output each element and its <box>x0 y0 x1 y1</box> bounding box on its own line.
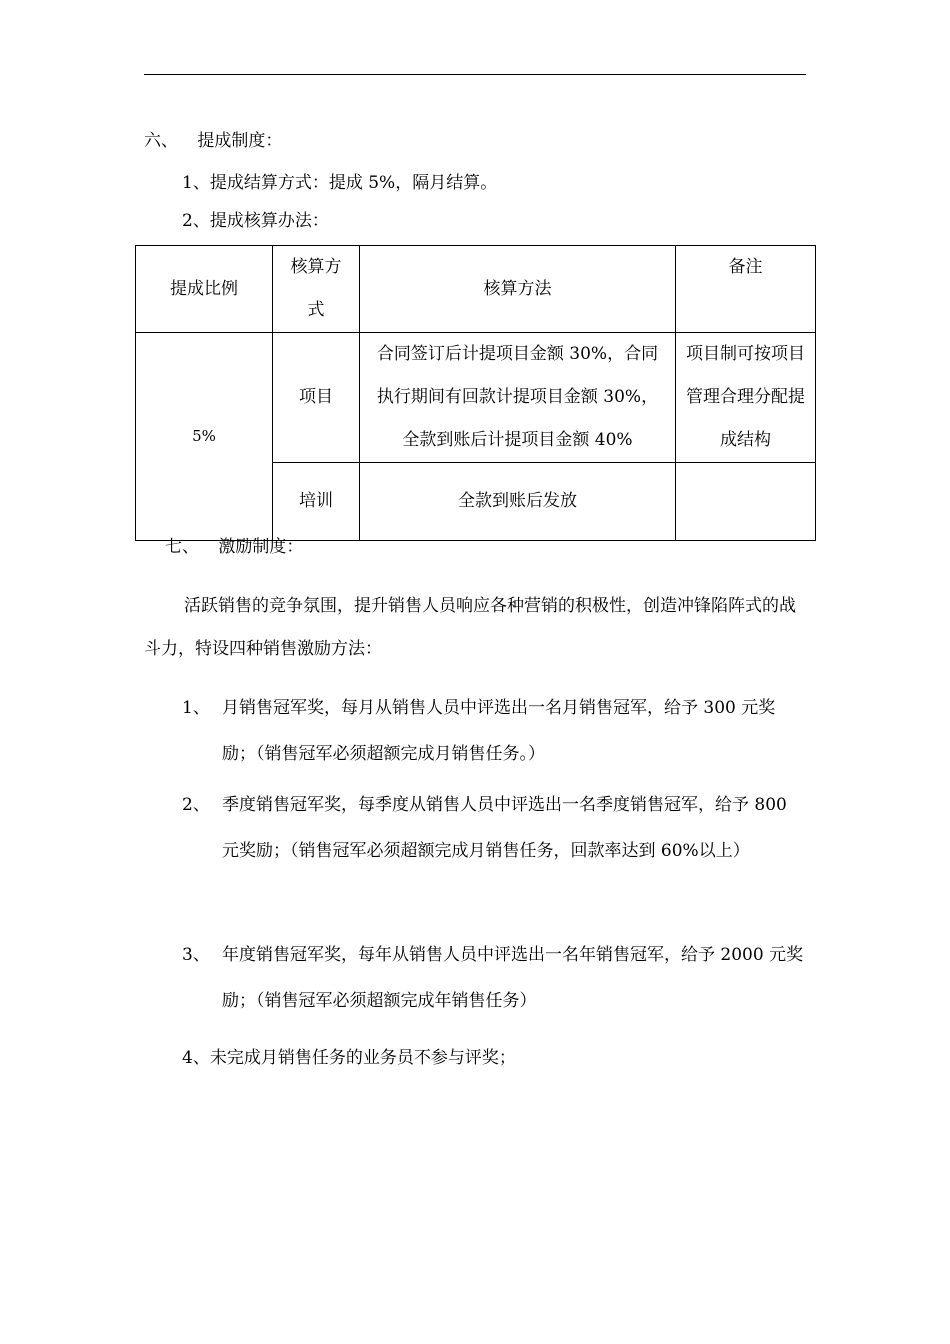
note-cell: 项目制可按项目管理合理分配提成结构 <box>676 333 816 463</box>
header-rate: 提成比例 <box>136 246 273 333</box>
section7-heading <box>165 539 303 556</box>
section6-item-1: 1、提成结算方式：提成 5%，隔月结算。 <box>182 173 498 193</box>
section7-item-4: 4、未完成月销售任务的业务员不参与评奖； <box>182 1048 516 1068</box>
table-header-row <box>136 246 816 333</box>
section7-intro: 活跃销售的竞争氛围，提升销售人员响应各种营销的积极性，创造冲锋陷阵式的战斗力，特设四种销售激励方法： <box>144 596 796 659</box>
commission-table <box>135 245 816 541</box>
header-rule <box>144 74 806 75</box>
section6-heading <box>144 133 282 150</box>
header-type: 核算方式 <box>273 246 360 333</box>
section6-item-2: 2、提成核算办法： <box>182 211 329 231</box>
section6-title: 提成制度： <box>197 131 283 151</box>
type-cell: 培训 <box>273 463 360 541</box>
list-item-text: 年度销售冠军奖，每年从销售人员中评选出一名年销售冠军，给予 2000 元奖励；（销售冠军必须超额完成年销售任务） <box>222 945 804 1011</box>
list-item-text: 季度销售冠军奖，每季度从销售人员中评选出一名季度销售冠军，给予 800 元奖励；（销售冠军必须超额完成月销售任务，回款率达到 60%以上） <box>222 795 787 861</box>
type-cell: 项目 <box>273 333 360 463</box>
method-cell: 全款到账后发放 <box>360 463 676 541</box>
section6-number: 六、 <box>144 131 178 151</box>
header-note: 备注 <box>676 246 816 333</box>
table-row <box>136 333 816 463</box>
section7-title: 激励制度： <box>218 537 304 557</box>
header-method: 核算方法 <box>360 246 676 333</box>
list-item-number: 3、 <box>182 945 210 965</box>
method-cell: 合同签订后计提项目金额 30%，合同执行期间有回款计提项目金额 30%，全款到账后计提项目金额 40% <box>360 333 676 463</box>
list-item-text: 月销售冠军奖，每月从销售人员中评选出一名月销售冠军，给予 300 元奖励；（销售冠军必须超额完成月销售任务。） <box>222 698 776 764</box>
list-item-number: 1、 <box>182 698 210 718</box>
list-item-number: 2、 <box>182 795 210 815</box>
note-cell <box>676 463 816 541</box>
section7-number: 七、 <box>165 537 199 557</box>
rate-cell: 5% <box>136 333 273 541</box>
